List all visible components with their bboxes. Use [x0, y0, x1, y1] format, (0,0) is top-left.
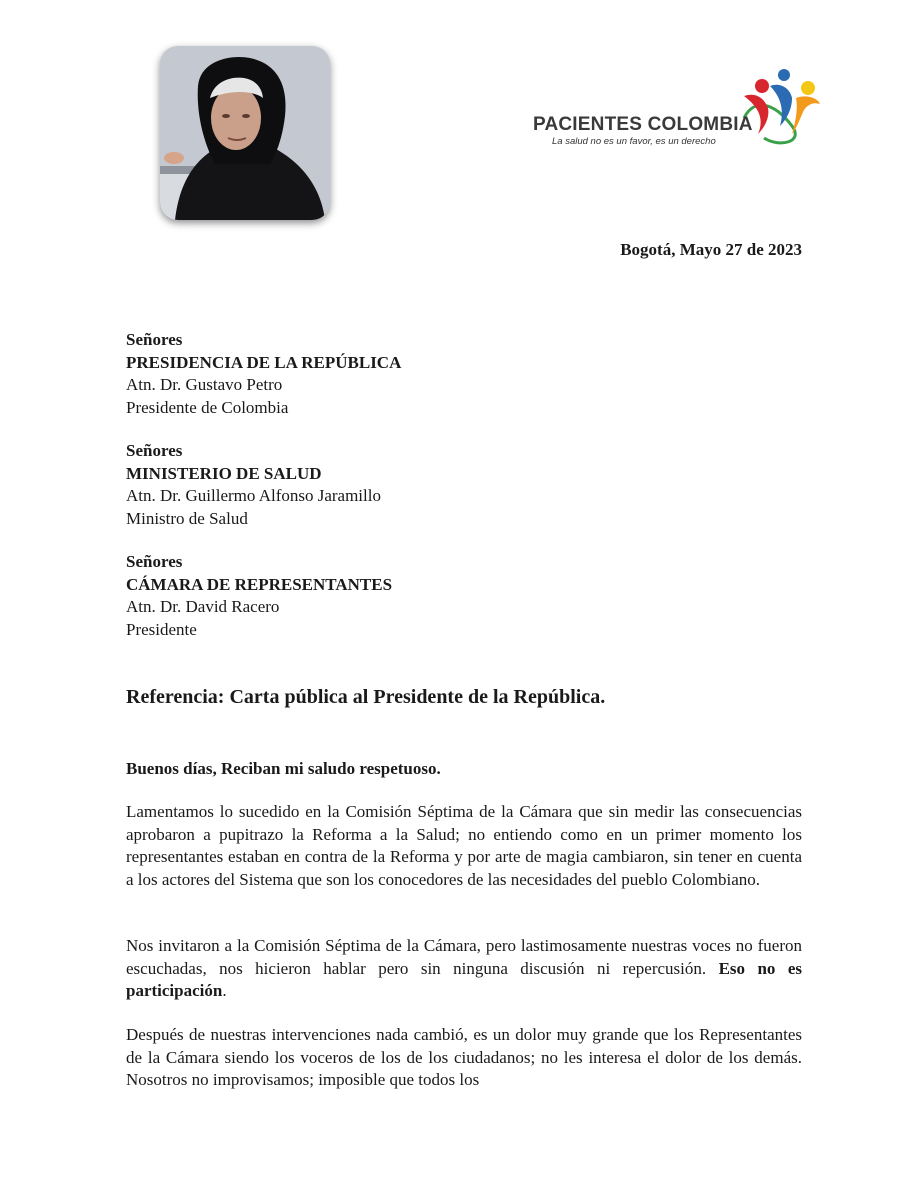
logo-name: PACIENTES COLOMBIA	[533, 114, 753, 135]
recipient-salutation: Señores	[126, 552, 183, 571]
recipient-salutation: Señores	[126, 441, 183, 460]
paragraph-2-text: Nos invitaron a la Comisión Séptima de la Cámara, pero lastimosamente nuestras voces no fueron escuchadas, nos hicieron hablar pero sin ninguna discusión ni repercusión.	[126, 936, 802, 978]
recipient-organization: MINISTERIO DE SALUD	[126, 463, 322, 483]
recipient-organization: CÁMARA DE REPRESENTANTES	[126, 574, 393, 594]
recipient-block-ministerio	[126, 440, 381, 530]
recipient-role: Presidente de Colombia	[126, 397, 289, 417]
recipient-attention: Atn. Dr. Guillermo Alfonso Jaramillo	[126, 486, 381, 505]
logo-tagline: La salud no es un favor, es un derecho	[552, 136, 716, 147]
recipient-attention: Atn. Dr. David Racero	[126, 597, 280, 616]
letter-date: Bogotá, Mayo 27 de 2023	[620, 240, 802, 259]
recipient-role: Presidente	[126, 619, 197, 639]
recipient-role: Ministro de Salud	[126, 508, 248, 528]
paragraph-2-emphasis: Eso no es participación	[126, 958, 802, 1000]
recipient-block-presidencia	[126, 329, 401, 419]
paragraph-3: Después de nuestras intervenciones nada cambió, es un dolor muy grande que los Representantes de la Cámara siendo los voceros de los de los ciudadanos; no les interesa el dolor de los demás. Nosotros no improvisamos; imposible que todos los	[126, 1025, 802, 1089]
portrait-image	[160, 46, 330, 220]
paragraph-1: Lamentamos lo sucedido en la Comisión Séptima de la Cámara que sin medir las consecuencias aprobaron a pupitrazo la Reforma a la Salud; no entiendo como en un primer momento los representantes estaban en contra de la Reforma y por arte de magia cambiaron, sin tener en cuenta a los actores del Sistema que son los conocedores de las necesidades del pueblo Colombiano.	[126, 802, 802, 889]
recipient-attention: Atn. Dr. Gustavo Petro	[126, 375, 283, 394]
paragraph-2-end: .	[222, 981, 227, 1000]
reference-line: Referencia: Carta pública al Presidente de la República.	[126, 686, 606, 708]
recipient-salutation: Señores	[126, 330, 183, 349]
recipient-block-camara	[126, 551, 392, 641]
paragraph-2	[126, 935, 802, 1003]
pacientes-colombia-logo	[530, 68, 820, 152]
recipient-organization: PRESIDENCIA DE LA REPÚBLICA	[126, 352, 402, 372]
greeting: Buenos días, Reciban mi saludo respetuoso.	[126, 759, 441, 778]
sender-photo	[160, 46, 330, 220]
